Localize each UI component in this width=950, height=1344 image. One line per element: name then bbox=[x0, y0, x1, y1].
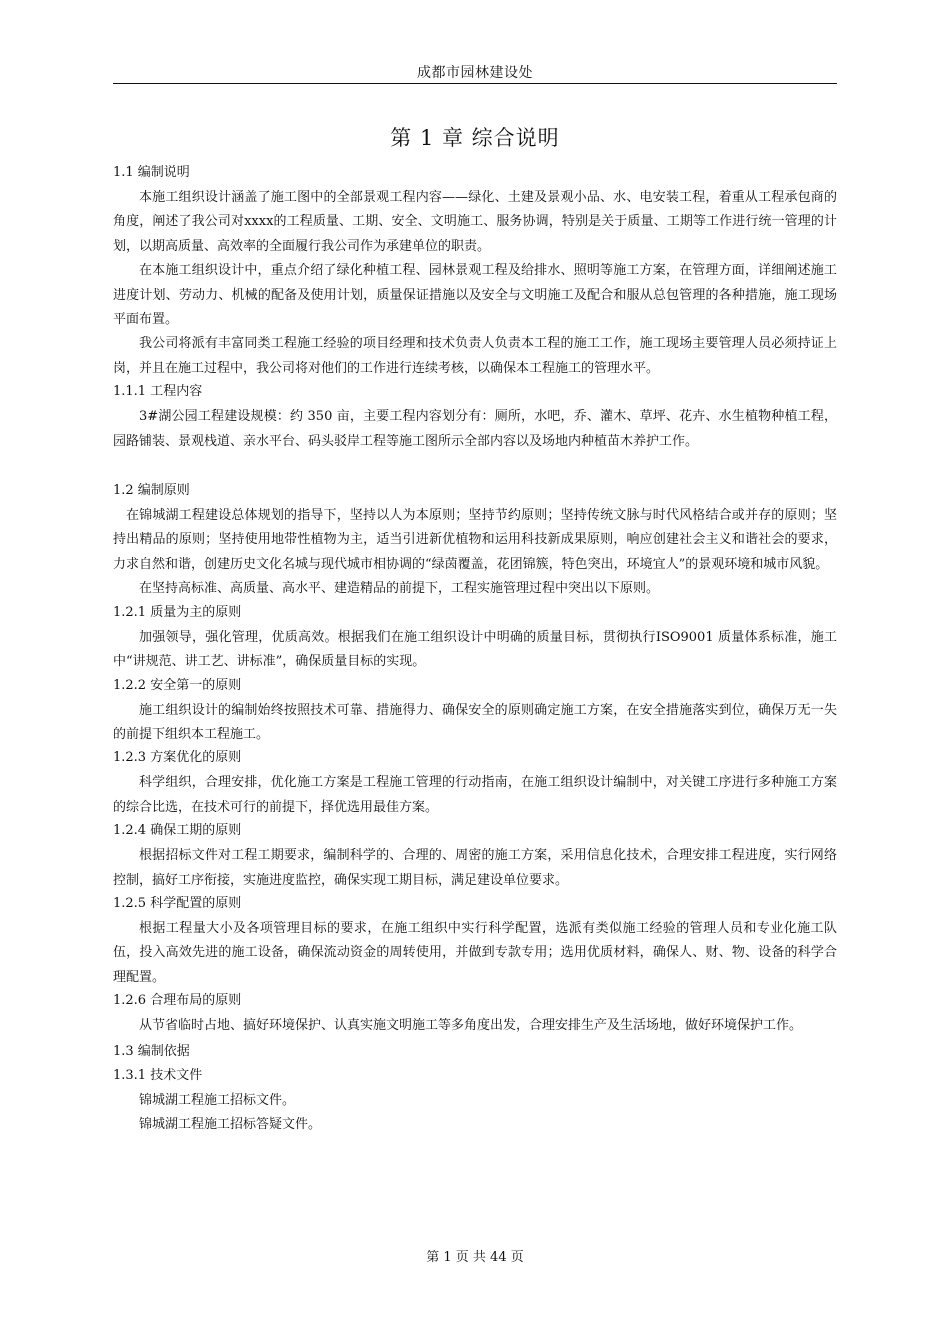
subsection-heading: 1.2.3 方案优化的原则 bbox=[113, 750, 242, 766]
paragraph: 我公司将派有丰富同类工程施工经验的项目经理和技术负责人负责本工程的施工工作，施工现场主要管理人员必须持证上岗，并且在施工过程中，我公司将对他们的工作进行连续考核，以确保本工程施工的管理水平。 bbox=[113, 336, 837, 376]
paragraph: 本施工组织设计涵盖了施工图中的全部景观工程内容——绿化、土建及景观小品、水、电安装工程，着重从工程承包商的角度，阐述了我公司对xxxx的工程质量、工期、安全、文明施工、服务协调，特别是关于质量、工期等工作进行统一管理的计划，以期高质量、高效率的全面履行我公司作为承建单位的职责。 bbox=[113, 190, 837, 254]
subsection-heading: 1.2.5 科学配置的原则 bbox=[113, 895, 242, 911]
paragraph: 施工组织设计的编制始终按照技术可靠、措施得力、确保安全的原则确定施工方案，在安全措施落实到位，确保万无一失的前提下组织本工程施工。 bbox=[113, 702, 837, 742]
paragraph: 根据工程量大小及各项管理目标的要求，在施工组织中实行科学配置，选派有类似施工经验的管理人员和专业化施工队伍，投入高效先进的施工设备，确保流动资金的周转使用，并做到专款专用；选用优质材料，确保人、财、物、设备的科学合理配置。 bbox=[113, 920, 837, 985]
paragraph: 加强领导，强化管理，优质高效。根据我们在施工组织设计中明确的质量目标，贯彻执行ISO9001 质量体系标准，施工中“讲规范、讲工艺、讲标准”，确保质量目标的实现。 bbox=[113, 629, 837, 670]
list-item: 锦城湖工程施工招标答疑文件。 bbox=[139, 1116, 322, 1132]
document-body bbox=[113, 162, 837, 1137]
list-item: 锦城湖工程施工招标文件。 bbox=[139, 1092, 296, 1108]
page-header: 成都市园林建设处 bbox=[417, 65, 533, 81]
paragraph: 从节省临时占地、搞好环境保护、认真实施文明施工等多角度出发，合理安排生产及生活场地，做好环境保护工作。 bbox=[139, 1018, 803, 1034]
subsection-heading: 1.1.1 工程内容 bbox=[113, 384, 203, 400]
paragraph: 在锦城湖工程建设总体规划的指导下，坚持以人为本原则；坚持节约原则；坚持传统文脉与时代风格结合或并存的原则；坚持出精品的原则；坚持使用地带性植物为主，适当引进新优植物和运用科技新成果原则，响应创建社会主义和谐社会的要求，力求自然和谐，创建历史文化名城与现代城市相协调的“绿茵覆盖，花团锦簇，特色突出，环境宜人”的景观环境和城市风貌。 bbox=[113, 508, 837, 572]
paragraph: 3#湖公园工程建设规模：约 350 亩，主要工程内容划分有：厕所，水吧，乔、灌木、草坪、花卉、水生植物种植工程，园路铺装、景观栈道、亲水平台、码头驳岸工程等施工图所示全部内容以及场地内种植苗木养护工作。 bbox=[113, 409, 837, 449]
subsection-heading: 1.2.2 安全第一的原则 bbox=[113, 677, 242, 693]
section-heading: 1.1 编制说明 bbox=[113, 165, 190, 180]
section-heading: 1.3 编制依据 bbox=[113, 1043, 190, 1059]
subsection-heading: 1.2.6 合理布局的原则 bbox=[113, 993, 242, 1009]
paragraph: 在本施工组织设计中，重点介绍了绿化种植工程、园林景观工程及给排水、照明等施工方案，在管理方面，详细阐述施工进度计划、劳动力、机械的配备及使用计划，质量保证措施以及安全与文明施工及配合和服从总包管理的各种措施，施工现场平面布置。 bbox=[113, 263, 837, 328]
header-rule bbox=[113, 83, 837, 84]
paragraph: 根据招标文件对工程工期要求，编制科学的、合理的、周密的施工方案，采用信息化技术，合理安排工程进度，实行网络控制，搞好工序衔接，实施进度监控，确保实现工期目标，满足建设单位要求。 bbox=[113, 848, 837, 888]
subsection-heading: 1.2.4 确保工期的原则 bbox=[113, 823, 242, 839]
chapter-title: 第 1 章 综合说明 bbox=[390, 126, 560, 150]
subsection-heading: 1.2.1 质量为主的原则 bbox=[113, 604, 242, 620]
spacer bbox=[113, 454, 837, 480]
page-footer: 第 1 页 共 44 页 bbox=[426, 1250, 524, 1265]
paragraph: 在坚持高标准、高质量、高水平、建造精品的前提下，工程实施管理过程中突出以下原则。 bbox=[139, 581, 660, 597]
subsection-heading: 1.3.1 技术文件 bbox=[113, 1067, 203, 1083]
section-heading: 1.2 编制原则 bbox=[113, 483, 190, 499]
paragraph: 科学组织，合理安排，优化施工方案是工程施工管理的行动指南，在施工组织设计编制中，对关键工序进行多种施工方案的综合比选，在技术可行的前提下，择优选用最佳方案。 bbox=[113, 775, 837, 815]
